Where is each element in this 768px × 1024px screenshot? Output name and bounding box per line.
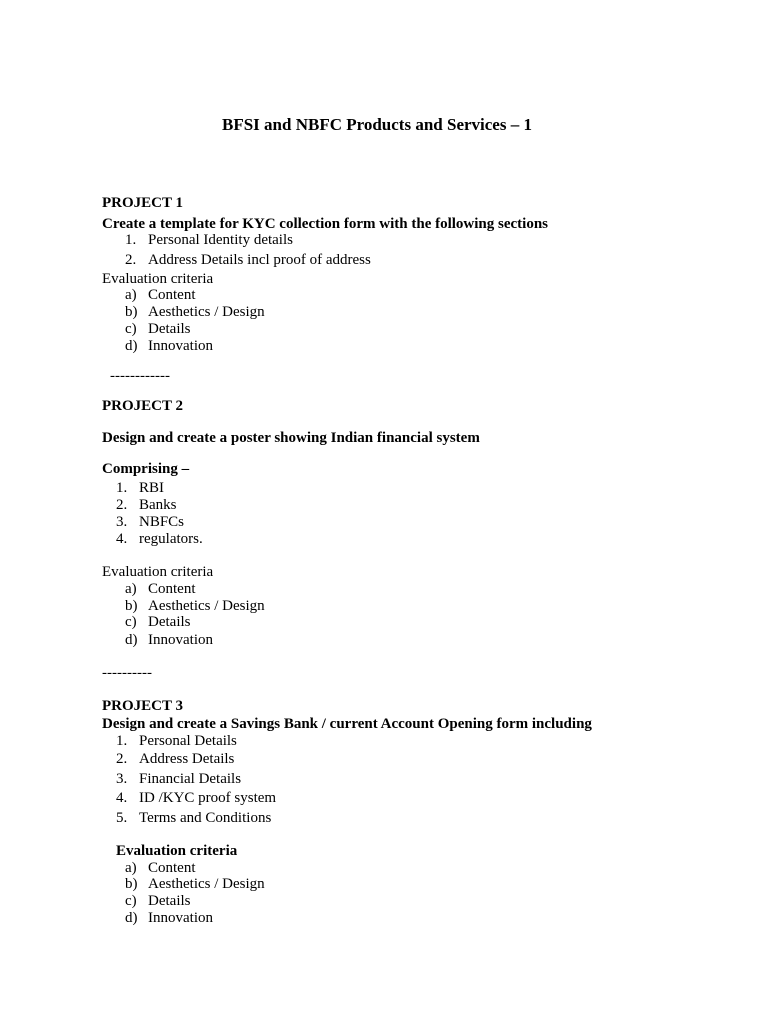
list-item (125, 232, 293, 249)
project-1-heading: PROJECT 1 (102, 195, 183, 211)
list-marker: 2. (116, 751, 128, 767)
project-1-evaluation-label: Evaluation criteria (102, 271, 214, 287)
list-item (125, 338, 213, 355)
list-text: RBI (139, 480, 165, 496)
list-text: ID /KYC proof system (139, 790, 277, 806)
list-marker: 2. (116, 497, 128, 513)
list-marker: d) (125, 632, 138, 648)
list-item (125, 581, 196, 598)
list-marker: d) (125, 338, 138, 354)
list-item (116, 497, 177, 514)
list-text: Aesthetics / Design (148, 598, 265, 614)
list-text: Innovation (148, 632, 213, 648)
list-marker: b) (125, 304, 138, 320)
list-item (125, 287, 196, 304)
list-item (125, 321, 191, 338)
list-text: Address Details incl proof of address (148, 252, 371, 268)
list-marker: 1. (116, 733, 128, 749)
separator: ------------ (110, 368, 170, 384)
list-item (125, 860, 196, 877)
list-item (116, 531, 203, 548)
list-text: Aesthetics / Design (148, 876, 265, 892)
list-marker: 4. (116, 531, 128, 547)
project-3-heading: PROJECT 3 (102, 698, 183, 714)
list-marker: 1. (116, 480, 128, 496)
list-text: Aesthetics / Design (148, 304, 265, 320)
list-text: regulators. (139, 531, 203, 547)
list-item (116, 771, 241, 788)
project-2-description: Design and create a poster showing Indian financial system (102, 430, 480, 446)
list-marker: c) (125, 321, 137, 337)
list-text: Details (148, 321, 191, 337)
list-marker: 1. (125, 232, 137, 248)
project-2-heading: PROJECT 2 (102, 398, 183, 414)
list-marker: 4. (116, 790, 128, 806)
list-text: Innovation (148, 910, 213, 926)
project-1-description: Create a template for KYC collection form with the following sections (102, 216, 549, 232)
project-3-description: Design and create a Savings Bank / current Account Opening form including (102, 716, 592, 732)
list-marker: 3. (116, 771, 128, 787)
list-item (125, 893, 191, 910)
list-item (125, 876, 265, 893)
project-2-evaluation-label: Evaluation criteria (102, 564, 214, 580)
list-marker: 5. (116, 810, 128, 826)
list-text: Content (148, 581, 196, 597)
list-item (116, 514, 184, 531)
list-marker: 2. (125, 252, 137, 268)
separator: ---------- (102, 665, 152, 681)
list-text: Content (148, 287, 196, 303)
list-item (116, 810, 271, 827)
list-marker: a) (125, 860, 137, 876)
project-3-evaluation-label: Evaluation criteria (116, 843, 238, 859)
list-text: Personal Details (139, 733, 237, 749)
list-item (125, 304, 265, 321)
list-marker: a) (125, 581, 137, 597)
list-marker: b) (125, 598, 138, 614)
project-2-comprising-label: Comprising – (102, 461, 190, 477)
list-item (125, 632, 213, 649)
page-title: BFSI and NBFC Products and Services – 1 (222, 115, 532, 134)
list-item (125, 614, 191, 631)
list-text: Content (148, 860, 196, 876)
list-marker: c) (125, 614, 137, 630)
list-item (125, 598, 265, 615)
list-text: Banks (139, 497, 177, 513)
list-item (116, 733, 237, 750)
list-text: Details (148, 614, 191, 630)
list-text: Terms and Conditions (139, 810, 272, 826)
list-text: Financial Details (139, 771, 242, 787)
list-text: Address Details (139, 751, 235, 767)
list-marker: b) (125, 876, 138, 892)
list-item (116, 751, 234, 768)
list-item (125, 910, 213, 927)
list-marker: d) (125, 910, 138, 926)
list-text: Innovation (148, 338, 213, 354)
list-text: Details (148, 893, 191, 909)
list-marker: c) (125, 893, 137, 909)
list-text: NBFCs (139, 514, 185, 530)
list-text: Personal Identity details (148, 232, 293, 248)
list-item (125, 252, 371, 269)
list-marker: a) (125, 287, 137, 303)
list-item (116, 480, 164, 497)
list-item (116, 790, 276, 807)
list-marker: 3. (116, 514, 128, 530)
